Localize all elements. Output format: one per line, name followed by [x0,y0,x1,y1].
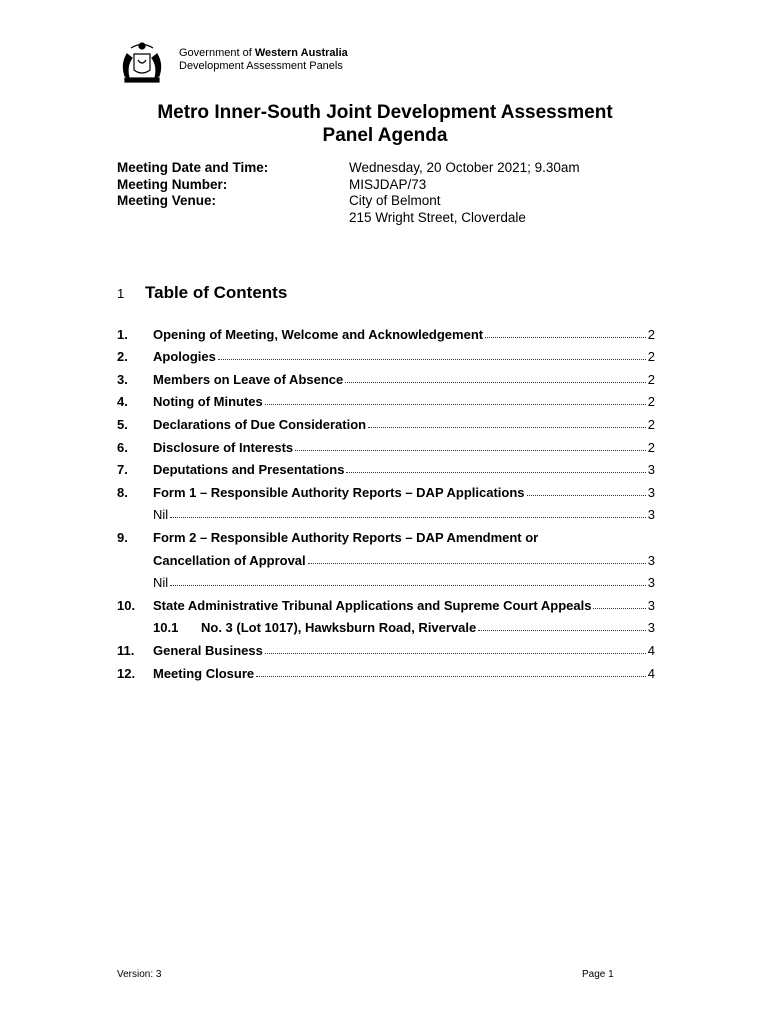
meta-value: City of Belmont [349,193,441,208]
toc-number: 11. [117,642,135,658]
toc-title: No. 3 (Lot 1017), Hawksburn Road, Rivervale [201,620,477,636]
toc-page: 2 [647,416,655,432]
toc-heading [117,283,287,303]
toc-entry[interactable] [117,613,655,636]
toc-number: 8. [117,484,128,500]
toc-title: State Administrative Tribunal Applications and Supreme Court Appeals [153,597,592,613]
gov-name: Western Australia [254,47,348,59]
toc-number: 6. [117,439,128,455]
toc-number: 4. [117,394,128,410]
toc-page: 4 [647,642,655,658]
toc-number: 5. [117,416,128,432]
toc-leader [346,472,645,473]
toc-page: 2 [647,439,655,455]
toc-page: 3 [647,484,655,500]
toc-entry[interactable] [117,455,655,478]
toc-leader [593,608,645,609]
toc-number: 7. [117,462,128,478]
table-of-contents [117,319,655,681]
toc-number: 10.1 [153,620,179,636]
toc-title: Form 2 – Responsible Authority Reports – DAP Amendment or [153,529,539,545]
toc-leader [368,427,646,428]
toc-title: Meeting Closure [153,665,255,681]
toc-title-continued: Cancellation of Approval [153,552,306,568]
toc-leader [485,337,646,338]
toc-page: 3 [647,597,655,613]
title-line-1: Metro Inner-South Joint Development Assessment [157,102,613,123]
toc-title: Deputations and Presentations [153,462,345,478]
toc-entry[interactable] [117,635,655,658]
toc-entry[interactable] [117,658,655,681]
government-header [179,47,348,73]
toc-leader [265,653,646,654]
toc-entry[interactable] [117,500,655,523]
toc-title: Disclosure of Interests [153,439,294,455]
toc-leader [478,630,646,631]
toc-title: Noting of Minutes [153,394,263,410]
toc-leader [170,517,646,518]
toc-title: Declarations of Due Consideration [153,416,367,432]
toc-heading-text: Table of Contents [145,283,288,302]
toc-entry[interactable] [117,319,655,342]
toc-page: 3 [647,575,655,591]
toc-entry[interactable] [117,568,655,591]
toc-heading-number: 1 [117,286,125,301]
toc-title: Opening of Meeting, Welcome and Acknowledgement [153,326,484,342]
gov-subtitle: Development Assessment Panels [179,60,343,72]
toc-entry-line-1 [117,522,655,545]
toc-number: 10. [117,597,136,613]
meta-value: MISJDAP/73 [349,176,427,192]
toc-page: 3 [647,552,655,568]
toc-page: 3 [647,507,655,523]
toc-entry[interactable] [117,477,655,500]
footer-version: Version: 3 [117,969,162,980]
meta-label: Meeting Date and Time: [117,160,269,175]
toc-page: 2 [647,349,655,365]
title-line-2: Panel Agenda [322,125,448,146]
toc-page: 2 [647,394,655,410]
toc-leader [265,404,646,405]
toc-entry[interactable] [117,409,655,432]
toc-page: 2 [647,371,655,387]
toc-entry[interactable] [117,342,655,365]
toc-entry[interactable] [117,387,655,410]
toc-number: 3. [117,371,128,387]
toc-page: 4 [647,665,655,681]
toc-title: General Business [153,642,263,658]
gov-prefix: Government of [179,47,255,59]
toc-number: 2. [117,349,128,365]
toc-title: Nil [153,575,169,591]
toc-page: 2 [647,326,655,342]
page-title [100,101,670,147]
meta-value: Wednesday, 20 October 2021; 9.30am [349,160,580,175]
toc-title: Nil [153,507,169,523]
toc-leader [308,563,646,564]
toc-page: 3 [647,462,655,478]
toc-leader [170,585,646,586]
toc-leader [527,495,646,496]
toc-entry-line-2 [117,545,655,568]
toc-number: 1. [117,326,128,342]
coat-of-arms-logo [117,40,167,86]
toc-number: 9. [117,529,128,545]
meta-value: 215 Wright Street, Cloverdale [349,209,526,225]
toc-entry[interactable] [117,364,655,387]
toc-entry[interactable] [117,522,655,567]
toc-entry[interactable] [117,590,655,613]
toc-entry[interactable] [117,432,655,455]
meta-label: Meeting Venue: [117,193,217,208]
footer-page-number: Page 1 [582,969,614,980]
toc-leader [218,359,646,360]
meta-label: Meeting Number: [117,176,228,192]
toc-title: Form 1 – Responsible Authority Reports – DAP Applications [153,484,525,500]
toc-title: Members on Leave of Absence [153,371,344,387]
toc-title: Apologies [153,349,216,365]
toc-leader [345,382,646,383]
toc-page: 3 [647,620,655,636]
toc-leader [256,676,646,677]
toc-number: 12. [117,665,136,681]
toc-leader [295,450,646,451]
